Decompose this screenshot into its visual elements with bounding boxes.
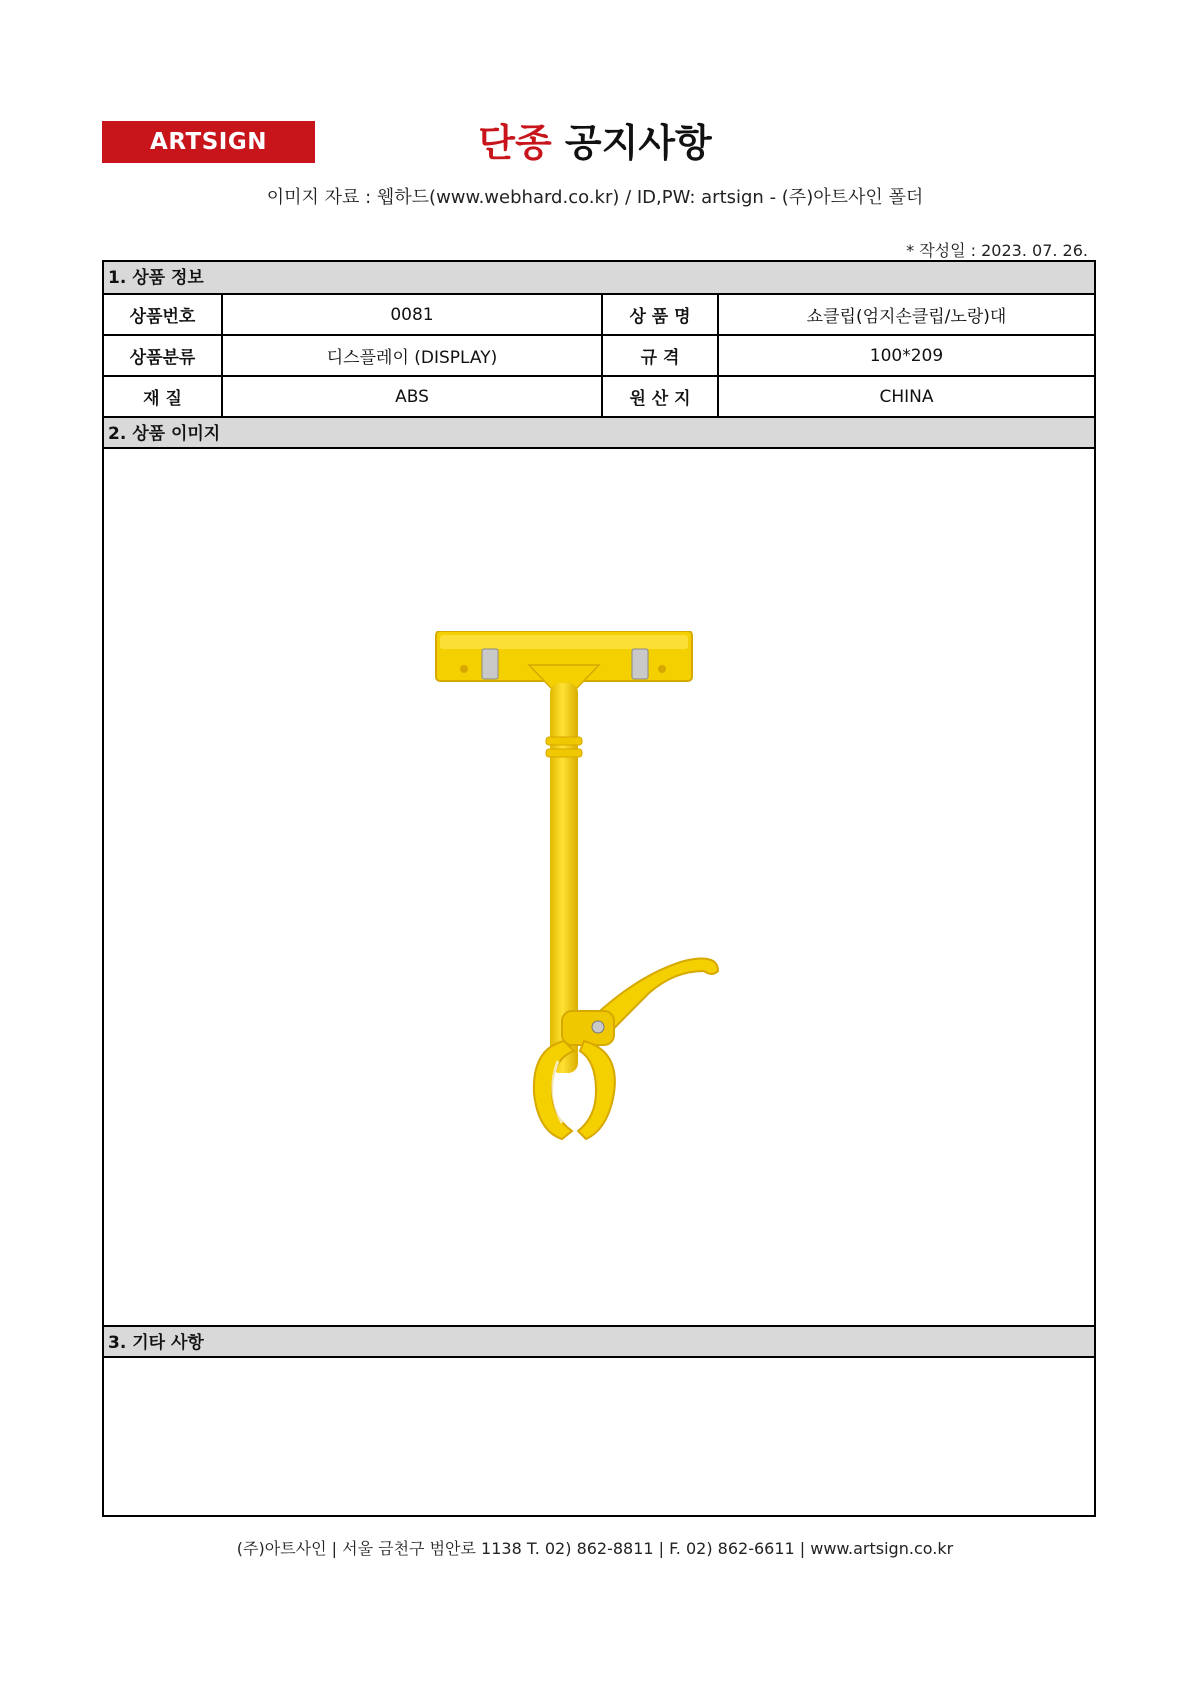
yellow-show-clip-image [434,631,734,1191]
title-discontinued: 단종 [478,121,552,165]
label-material: 재 질 [104,376,222,417]
section-other-notes: 3. 기타 사항 [104,1325,1094,1358]
written-date: * 작성일 : 2023. 07. 26. [906,241,1088,260]
title-notice: 공지사항 [564,121,712,165]
table-row [104,335,1094,376]
company-footer: (주)아트사인 | 서울 금천구 범안로 1138 T. 02) 862-8811 | F. 02) 862-6611 | www.artsign.co.kr [236,1539,954,1558]
label-product-category: 상품분류 [104,335,222,376]
label-origin: 원 산 지 [602,376,718,417]
table-row [104,376,1094,417]
artsign-logo: ARTSIGN [102,121,315,163]
notice-document [102,260,1096,1517]
other-notes-area [104,1360,1094,1515]
section-product-image: 2. 상품 이미지 [104,416,1094,449]
product-image-area [104,451,1094,1325]
value-product-category: 디스플레이 (DISPLAY) [222,335,602,376]
value-product-number: 0081 [222,295,602,335]
value-material: ABS [222,376,602,417]
value-origin: CHINA [718,376,1094,417]
table-row [104,295,1094,335]
value-product-name: 쇼클립(엄지손클립/노랑)대 [718,295,1094,335]
label-product-number: 상품번호 [104,295,222,335]
image-source-note: 이미지 자료 : 웹하드(www.webhard.co.kr) / ID,PW: artsign - (주)아트사인 폴더 [266,187,924,208]
product-info-table [104,295,1094,418]
section-product-info: 1. 상품 정보 [104,262,1094,295]
page-title [0,112,1190,167]
value-size: 100*209 [718,335,1094,376]
label-product-name: 상 품 명 [602,295,718,335]
label-size: 규 격 [602,335,718,376]
